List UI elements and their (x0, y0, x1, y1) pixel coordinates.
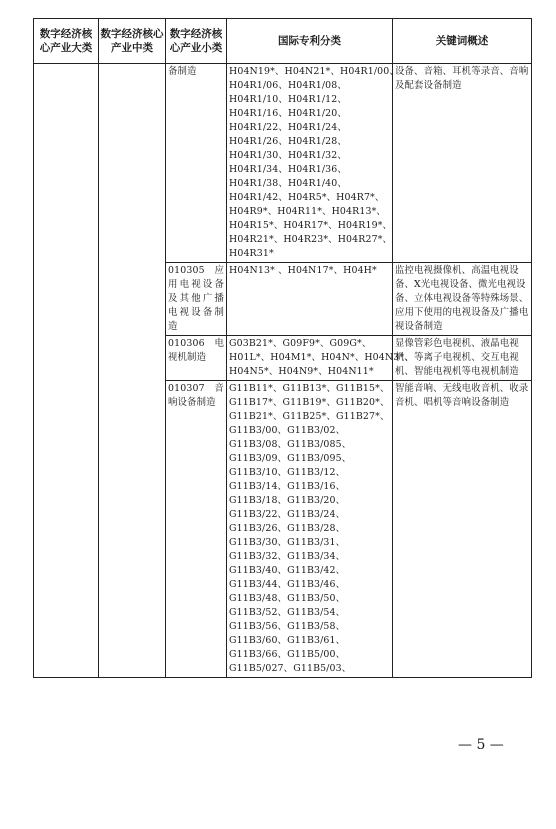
ipc-code-line: H04R9*、H04R11*、H04R13*、 (229, 206, 386, 217)
keywords-cell: 监控电视摄像机、高温电视设备、X光电视设备、微光电视设备、立体电视设备等特殊场景、应用下使用的电视设备及广播电视设备制造 (393, 263, 532, 336)
ipc-code-line: H01L*、H04M1*、H04N*、H04N3*、 (229, 352, 414, 363)
ipc-code-cell (227, 64, 399, 263)
ipc-code-line: H04R1/30、H04R1/32、 (229, 150, 347, 161)
ipc-code-line: H04R1/22、H04R1/24、 (229, 122, 347, 133)
major-category-cell (34, 64, 99, 678)
ipc-code-line: G11B3/00、G11B3/02、 (229, 425, 346, 436)
subcategory-cell: 010305 应用电视设备及其他广播电视设备制造 (166, 263, 227, 336)
ipc-code-line: G11B3/60、G11B3/61、 (229, 635, 346, 646)
ipc-code-line: G11B3/66、G11B5/00、 (229, 649, 346, 660)
ipc-code-line: G11B3/48、G11B3/50、 (229, 593, 346, 604)
header-ipc-classification: 国际专利分类 (227, 19, 393, 64)
ipc-code-line: H04R1/06、H04R1/08、 (229, 80, 347, 91)
ipc-code-line: G11B5/027、G11B5/03、 (229, 663, 352, 674)
ipc-code-line: G11B3/18、G11B3/20、 (229, 495, 346, 506)
ipc-code-line: G11B3/08、G11B3/085、 (229, 439, 352, 450)
ipc-code-line: G11B3/40、G11B3/42、 (229, 565, 346, 576)
subcategory-cell: 010307 音响设备制造 (166, 381, 227, 678)
ipc-code-line: H04N13* 、H04N17*、H04H* (229, 265, 377, 276)
ipc-code-line: G11B3/10、G11B3/12、 (229, 467, 346, 478)
ipc-code-line: H04R1/16、H04R1/20、 (229, 108, 347, 119)
ipc-code-line: G11B3/26、G11B3/28、 (229, 523, 346, 534)
header-middle-category: 数字经济核心产业中类 (99, 19, 166, 64)
table-body (34, 64, 532, 678)
ipc-code-cell (227, 263, 393, 336)
ipc-code-line: G11B3/56、G11B3/58、 (229, 621, 346, 632)
keywords-cell: 设备、音箱、耳机等录音、音响及配套设备制造 (393, 64, 532, 263)
ipc-code-line: G11B3/14、G11B3/16、 (229, 481, 346, 492)
ipc-code-line: H04R1/38、H04R1/40、 (229, 178, 347, 189)
ipc-code-line: G11B3/22、G11B3/24、 (229, 509, 346, 520)
ipc-code-line: H04N5*、H04N9*、H04N11* (229, 366, 374, 377)
ipc-code-line: H04R1/26、H04R1/28、 (229, 136, 347, 147)
ipc-code-line: H04R31* (229, 248, 274, 259)
ipc-code-line: H04R1/34、H04R1/36、 (229, 164, 347, 175)
ipc-code-line: G11B11*、G11B13*、G11B15*、 (229, 383, 390, 394)
ipc-code-line: G11B3/32、G11B3/34、 (229, 551, 346, 562)
ipc-code-line: G11B3/44、G11B3/46、 (229, 579, 346, 590)
ipc-code-line: G11B17*、G11B19*、G11B20*、 (229, 397, 390, 408)
ipc-code-cell (227, 381, 393, 678)
ipc-code-line: H04R1/10、H04R1/12、 (229, 94, 347, 105)
ipc-code-line: H04R21*、H04R23*、H04R27*、 (229, 234, 393, 245)
table-row (34, 64, 532, 263)
subcategory-cell: 备制造 (166, 64, 227, 263)
page-number: — 5 — (458, 737, 504, 753)
table-header-row (34, 19, 532, 64)
patent-classification-table (33, 18, 532, 678)
ipc-code-cell (227, 336, 414, 381)
ipc-code-line: G11B3/30、G11B3/31、 (229, 537, 346, 548)
middle-category-cell (99, 64, 166, 678)
ipc-code-line: H04R15*、H04R17*、H04R19*、 (229, 220, 393, 231)
header-major-category: 数字经济核心产业大类 (34, 19, 99, 64)
ipc-code-line: G11B3/09、G11B3/095、 (229, 453, 352, 464)
ipc-code-line: G11B3/52、G11B3/54、 (229, 607, 346, 618)
header-keywords: 关键词概述 (393, 19, 532, 64)
ipc-code-line: G11B21*、G11B25*、G11B27*、 (229, 411, 390, 422)
keywords-cell: 智能音响、无线电收音机、收录音机、唱机等音响设备制造 (393, 381, 532, 678)
ipc-code-line: G03B21*、G09F9*、G09G*、 (229, 338, 372, 349)
ipc-code-line: H04N19*、H04N21*、H04R1/00、 (229, 66, 399, 77)
keywords-cell: 显像管彩色电视机、液晶电视机、等离子电视机、交互电视机、智能电视机等电视机制造 (393, 336, 532, 381)
subcategory-cell: 010306 电视机制造 (166, 336, 227, 381)
header-sub-category: 数字经济核心产业小类 (166, 19, 227, 64)
ipc-code-line: H04R1/42、H04R5*、H04R7*、 (229, 192, 385, 203)
